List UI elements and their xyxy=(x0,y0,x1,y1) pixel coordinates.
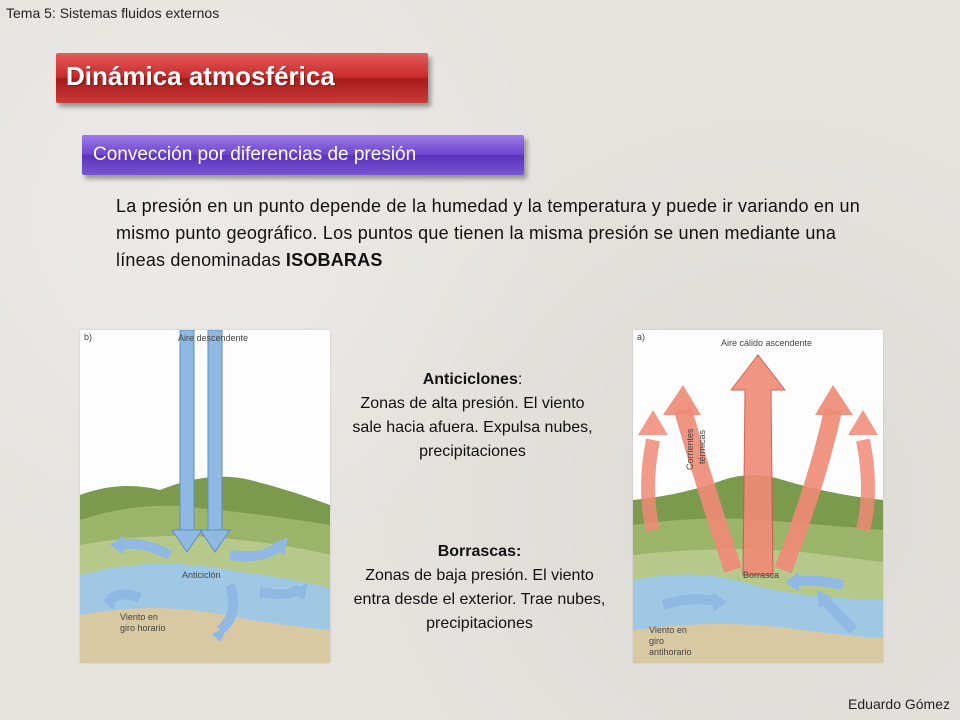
anticyclone-illustration xyxy=(80,330,330,663)
figure-left-top-label: Aire descendente xyxy=(178,333,249,343)
page-title: Dinámica atmosférica xyxy=(66,61,335,91)
figure-right-top-label: Aire cálido ascendente xyxy=(721,338,813,348)
storm-drawing xyxy=(633,330,883,663)
anticyclone-heading: Anticiclones xyxy=(422,371,518,388)
figure-right-wind-label-3: antihorario xyxy=(649,647,692,657)
storm-illustration xyxy=(633,330,883,663)
figure-right-side-label-2: térmicas xyxy=(697,429,707,464)
figure-right-wind-label-2: giro xyxy=(649,636,665,646)
isobaras-term: ISOBARAS xyxy=(285,250,383,270)
title-banner xyxy=(56,53,428,103)
storm-heading: Borrascas: xyxy=(437,543,522,560)
figure-right-wind-label-1: Viento en xyxy=(649,625,687,635)
storm-body: Zonas de baja presión. El viento entra desde el exterior. Trae nubes, precipitaciones xyxy=(353,567,606,632)
figure-left-center-label: Anticiclón xyxy=(182,570,221,580)
intro-text: La presión en un punto depende de la humedad y la temperatura y puede ir variando en un mismo punto geográfico. Los puntos que tienen la misma presión se unen mediante una líneas denominadas xyxy=(116,196,860,270)
storm-note xyxy=(352,540,607,636)
intro-paragraph xyxy=(116,193,886,274)
figure-right-side-label-1: Corrientes xyxy=(685,428,695,470)
figure-left-corner: b) xyxy=(84,332,93,342)
author-footer: Eduardo Gómez xyxy=(848,696,950,712)
figure-left-wind-label-2: giro horario xyxy=(120,623,166,633)
figure-right-center-label: Borrasca xyxy=(743,570,780,580)
subtitle-banner xyxy=(82,135,524,175)
figure-left-wind-label-1: Viento en xyxy=(120,612,158,622)
figure-right-corner: a) xyxy=(637,332,646,342)
section-subtitle: Convección por diferencias de presión xyxy=(93,144,417,165)
topic-header: Tema 5: Sistemas fluidos externos xyxy=(6,5,220,21)
anticyclone-body: Zonas de alta presión. El viento sale hacia afuera. Expulsa nubes, precipitaciones xyxy=(352,395,593,460)
anticyclone-drawing xyxy=(80,330,330,663)
anticyclone-colon: : xyxy=(517,371,523,388)
anticyclone-note xyxy=(345,368,600,464)
